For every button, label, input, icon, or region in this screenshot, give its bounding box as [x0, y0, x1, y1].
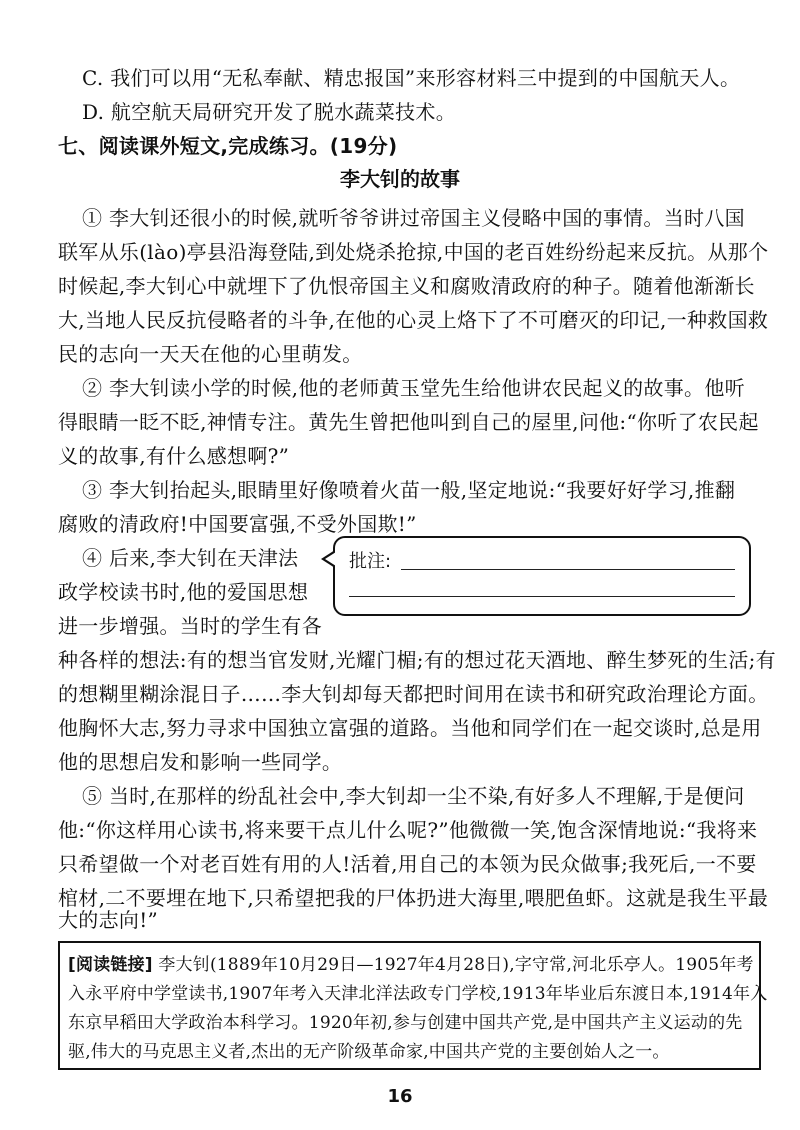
paragraph-line: 义的故事,有什么感想啊?” — [58, 444, 290, 468]
paragraph-line: 联军从乐(lào)亭县沿海登陆,到处烧杀抢掠,中国的老百姓纷纷起来反抗。从那个 — [58, 240, 769, 264]
paragraph-line: 种各样的想法:有的想当官发财,光耀门楣;有的想过花天酒地、醉生梦死的生活;有 — [58, 648, 776, 672]
paragraph-line: 的想糊里糊涂混日子……李大钊却每天都把时间用在读书和研究政治理论方面。 — [58, 682, 769, 706]
story-title: 李大钊的故事 — [340, 167, 460, 191]
reading-link-text: 李大钊(1889年10月29日—1927年4月28日),字守常,河北乐亭人。1905年考 — [152, 955, 754, 975]
paragraph-line: ⑤ 当时,在那样的纷乱社会中,李大钊却一尘不染,有好多人不理解,于是便问 — [82, 784, 745, 808]
paragraph-line: 时候起,李大钊心中就埋下了仇恨帝国主义和腐败清政府的种子。随着他渐渐长 — [58, 274, 755, 298]
paragraph-line: 大,当地人民反抗侵略者的斗争,在他的心灵上烙下了不可磨灭的印记,一种救国救 — [58, 308, 769, 332]
paragraph-line: 他:“你这样用心读书,将来要干点儿什么呢?”他微微一笑,饱含深情地说:“我将来 — [58, 818, 758, 842]
annotation-label: 批注: — [349, 551, 392, 572]
paragraph-line: 得眼睛一眨不眨,神情专注。黄先生曾把他叫到自己的屋里,问他:“你听了农民起 — [58, 410, 759, 434]
option-d: D. 航空航天局研究开发了脱水蔬菜技术。 — [82, 100, 457, 124]
reading-link-box — [58, 941, 768, 1070]
annotation-answer-line[interactable] — [349, 596, 735, 597]
paragraph-line: 腐败的清政府!中国要富强,不受外国欺!” — [58, 512, 417, 536]
reading-link-tag: [阅读链接] — [68, 955, 153, 975]
paragraph-line: ② 李大钊读小学的时候,他的老师黄玉堂先生给他讲农民起义的故事。他听 — [82, 376, 745, 400]
annotation-answer-line[interactable] — [401, 569, 735, 570]
reading-link-line: 入永平府中学堂读书,1907年考入天津北洋法政专门学校,1913年毕业后东渡日本,1914年入 — [68, 984, 768, 1004]
paragraph-line: 棺材,二不要埋在地下,只希望把我的尸体扔进大海里,喂肥鱼虾。这就是我生平最 — [58, 886, 769, 910]
page-number: 16 — [387, 1086, 413, 1107]
paragraph-line: 大的志向!” — [58, 908, 159, 932]
paragraph-line: 他的思想启发和影响一些同学。 — [58, 750, 343, 774]
paragraph-line: ③ 李大钊抬起头,眼睛里好像喷着火苗一般,坚定地说:“我要好好学习,推翻 — [82, 478, 736, 502]
section-heading: 七、阅读课外短文,完成练习。(19分) — [58, 134, 398, 158]
annotation-pointer-fill — [325, 552, 336, 566]
paragraph-line: 进一步增强。当时的学生有各 — [58, 614, 322, 638]
reading-link-line — [68, 951, 754, 980]
annotation-box[interactable] — [333, 536, 751, 616]
paragraph-line: 他胸怀大志,努力寻求中国独立富强的道路。当他和同学们在一起交谈时,总是用 — [58, 716, 762, 740]
option-c: C. 我们可以用“无私奉献、精忠报国”来形容材料三中提到的中国航天人。 — [82, 66, 741, 90]
paragraph-line: ① 李大钊还很小的时候,就听爷爷讲过帝国主义侵略中国的事情。当时八国 — [82, 206, 745, 230]
paragraph-line: 只希望做一个对老百姓有用的人!活着,用自己的本领为民众做事;我死后,一不要 — [58, 852, 757, 876]
reading-link-line: 驱,伟大的马克思主义者,杰出的无产阶级革命家,中国共产党的主要创始人之一。 — [68, 1042, 670, 1062]
paragraph-line: 政学校读书时,他的爱国思想 — [58, 580, 309, 604]
paragraph-line: 民的志向一天天在他的心里萌发。 — [58, 342, 363, 366]
paragraph-line: ④ 后来,李大钊在天津法 — [82, 546, 299, 570]
reading-link-line: 东京早稻田大学政治本科学习。1920年初,参与创建中国共产党,是中国共产主义运动的先 — [68, 1013, 743, 1033]
